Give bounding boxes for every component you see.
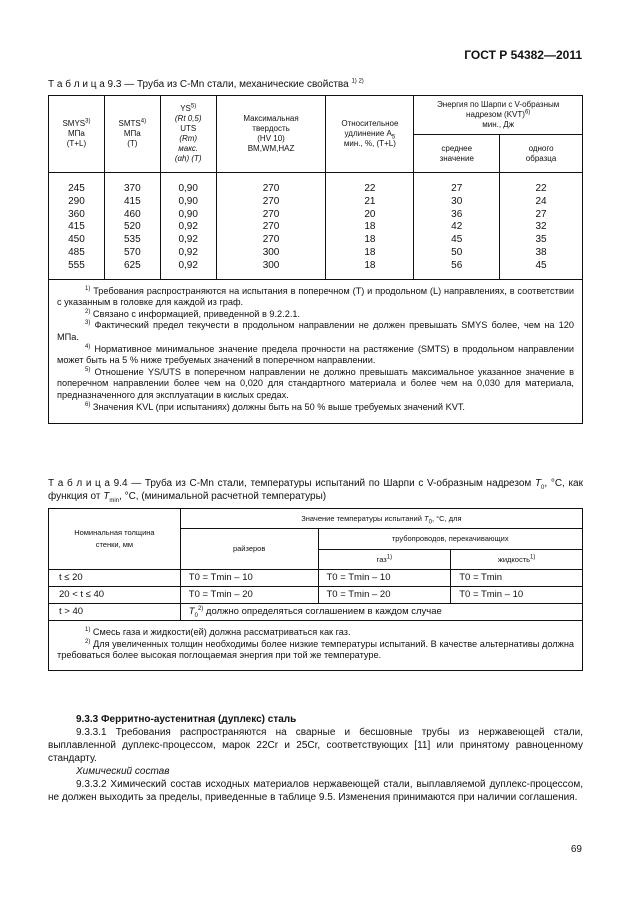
table-row: t > 40 $T_0^{2)}$ должно определяться соглашением в каждом случае (49, 604, 583, 621)
paragraph: 9.3.3.1 Требования распространяются на сварные и бесшовные трубы из нержавеющей стали, выплавленной дуплекс-процессом, марок 22Cr и 25Cr, соответствующих [11] или принятому равноценному стандарту. (48, 727, 583, 764)
header-liquid: жидкость$^{1)}$ (451, 550, 583, 570)
table-9-3-notes (49, 279, 583, 424)
table-row: 20 < t ≤ 40 T0 = Tmin – 20 T0 = Tmin – 20 T0 = Tmin – 10 (49, 587, 583, 604)
table-row: t ≤ 20 T0 = Tmin – 10 T0 = Tmin – 10 T0 = Tmin (49, 570, 583, 587)
table-row: 450 535 0,92 270 18 45 35 (49, 234, 583, 247)
header-risers: райзеров (180, 529, 318, 570)
header-single-specimen: одного образца (500, 135, 583, 173)
table-row: 485 570 0,92 300 18 50 38 (49, 247, 583, 260)
subheading: Химический состав (76, 766, 170, 777)
header-pipelines: трубопроводов, перекачивающих (318, 529, 583, 550)
header-hardness: Максимальная твердость (HV 10) BM,WM,HAZ (216, 96, 326, 173)
footnote: $^{3)}$ Фактический предел текучести в продольном направлении не должен превышать SMYS более, чем на 120 МПа. (57, 320, 574, 342)
table-9-4-caption: Т а б л и ц а 9.4 — Труба из С-Mn стали, температуры испытаний по Шарпи с V-образным надрезом $T_0$, °С, как функция от $T_{min}$, °С, (минимальной расчетной температуры) (48, 478, 583, 504)
table-row: 415 520 0,92 270 18 42 32 (49, 221, 583, 234)
table-row: 360 460 0,90 270 20 36 27 (49, 209, 583, 222)
table-9-3-caption: Т а б л и ц а 9.3 — Труба из С-Mn стали, механические свойства $^{1) 2)}$ (48, 78, 364, 90)
footnote: $^{1)}$ Смесь газа и жидкости(ей) должна рассматриваться как газ. (85, 626, 351, 637)
section-heading: 9.3.3 Ферритно-аустенитная (дуплекс) сталь (76, 714, 297, 725)
section-9-3-3 (48, 713, 583, 804)
table-9-4-notes (49, 621, 583, 671)
footnote: $^{2)}$ Для увеличенных толщин необходимы более низкие температуры испытаний. В качестве альтернативы должна требоваться более высокая поглощаемая энергия при той же температуре. (57, 638, 575, 661)
header-ys-uts: YS$^{5)}$ (Rt 0,5) UTS (Rm) макс. (αh) (T) (160, 96, 216, 173)
table-9-4 (48, 508, 583, 671)
header-elongation: Относительное удлинение $A_5$ мин., %, (T+L) (326, 96, 414, 173)
footnote: $^{6)}$ Значения KVL (при испытаниях) должны быть на 50 % выше требуемых значений KVT. (85, 401, 465, 412)
table-row: 290 415 0,90 270 21 30 24 (49, 196, 583, 209)
footnote: $^{5)}$ Отношение YS/UTS в поперечном направлении не должно превышать максимальное указанное значение в поперечном направлении более чем на 0,020 для стандартного материала и более чем на 0,030 для материала, предназначенного для эксплуатации в кислых средах. (57, 366, 575, 400)
standard-number: ГОСТ Р 54382—2011 (464, 48, 582, 62)
header-smts: SMTS$^{4)}$ МПа (T) (104, 96, 160, 173)
header-charpy-energy: Энергия по Шарпи с V-образным надрезом (KVT)$^{6)}$ мин., Дж (414, 96, 583, 135)
footnote: $^{1)}$ Требования распространяются на испытания в поперечном (T) и продольном (L) направлениях, в соответствии с указанным в головке для каждой из граф. (57, 285, 574, 308)
footnote: $^{2)}$ Связано с информацией, приведенной в 9.2.2.1. (85, 308, 301, 319)
header-wall-thickness: Номинальная толщина стенки, мм (49, 509, 181, 570)
header-test-temperature: Значение температуры испытаний $T_0$, °С, для (180, 509, 582, 529)
footnote: $^{4)}$ Нормативное минимальное значение предела прочности на растяжение (SMTS) в продольном направлении может быть на 5 % ниже требуемых значений в поперечном направлении. (57, 343, 574, 366)
page-number: 69 (570, 844, 582, 855)
table-row: 245 370 0,90 270 22 27 22 (49, 173, 583, 196)
header-gas: газ$^{1)}$ (318, 550, 451, 570)
header-average-value: среднее значение (414, 135, 500, 173)
table-row: 555 625 0,92 300 18 56 45 (49, 260, 583, 279)
table-9-3 (48, 95, 583, 424)
paragraph: 9.3.3.2 Химический состав исходных материалов нержавеющей стали, выплавляемой дуплекс-процессом, не должен выходить за пределы, приведенные в таблице 9.5. Изменения принимаются при наличии соглашения. (48, 779, 583, 803)
header-smys: SMYS$^{3)}$ МПа (T+L) (49, 96, 105, 173)
